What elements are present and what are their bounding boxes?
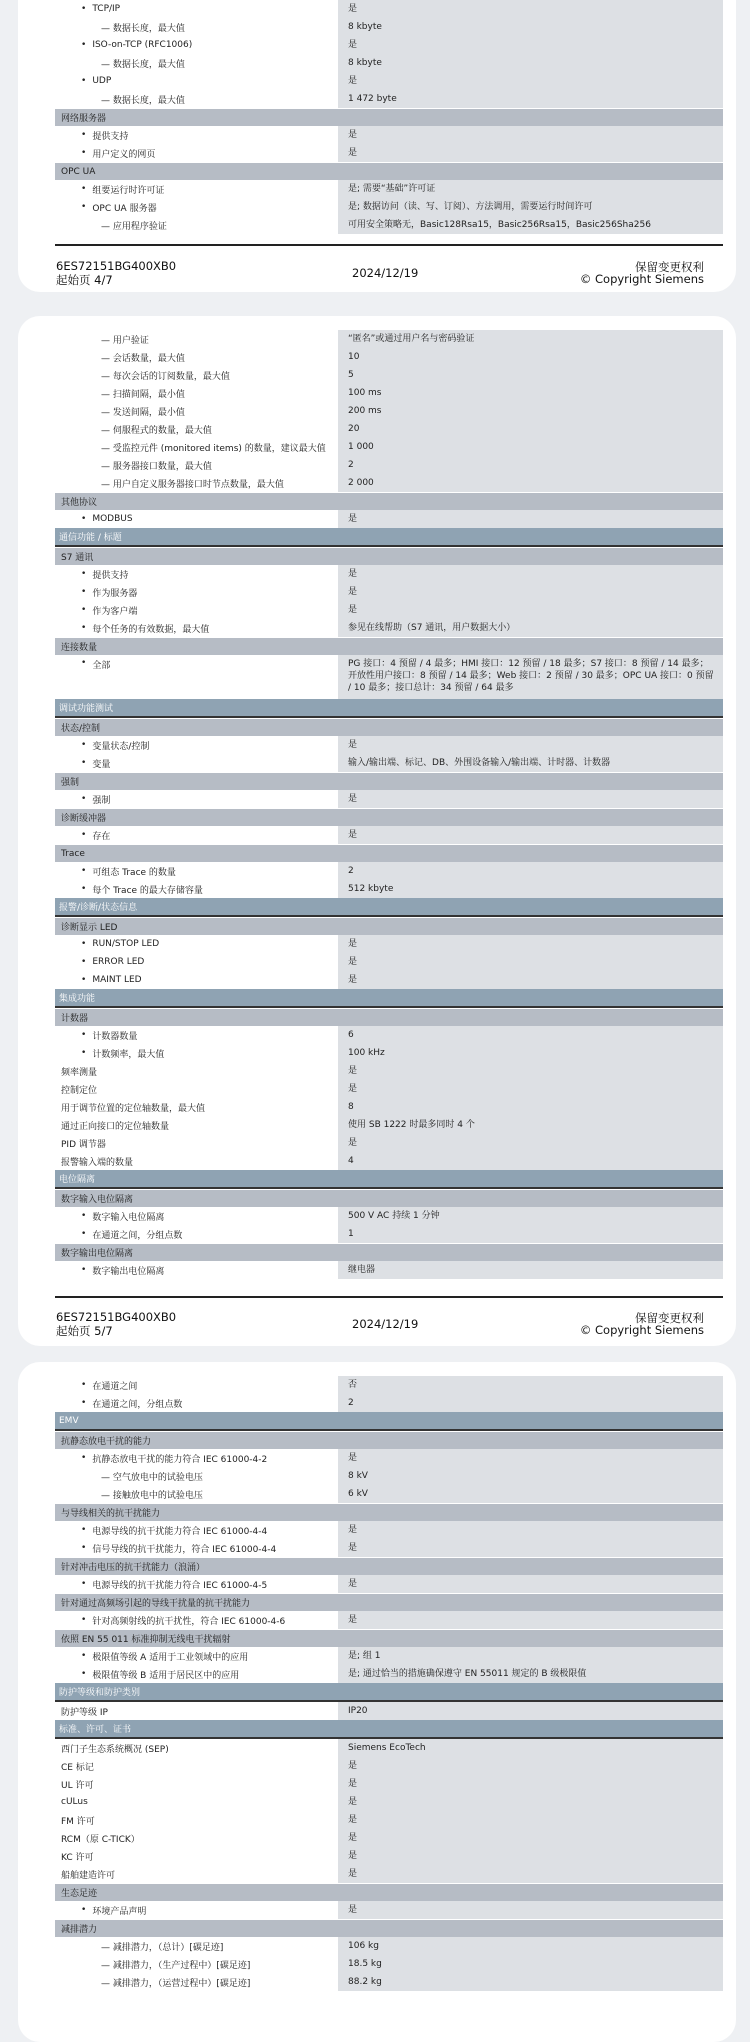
spec-row bbox=[55, 1847, 723, 1865]
spec-row bbox=[55, 565, 723, 583]
spec-row bbox=[55, 1865, 723, 1883]
spec-row bbox=[55, 862, 723, 880]
spec-row bbox=[55, 144, 723, 162]
subsection-header: 针对通过高频场引起的导线干扰量的抗干扰能力 bbox=[55, 1593, 723, 1611]
spec-label: — 用户验证 bbox=[101, 335, 149, 346]
spec-label: • 极限值等级 A 适用于工业领域中的应用 bbox=[55, 1647, 338, 1665]
section-header: 防护等级和防护类别 bbox=[55, 1683, 723, 1702]
spec-label: — 受监控元件 (monitored items) 的数量，建议最大值 bbox=[101, 443, 326, 454]
spec-row bbox=[55, 655, 723, 699]
spec-value: 是 bbox=[338, 1449, 723, 1467]
spec-value: PG 接口：4 预留 / 4 最多；HMI 接口：12 预留 / 18 最多；S7 接口：8 预留 / 14 最多；开放性用户接口：8 预留 / 14 最多；Web 接口：2 预留 / 30 最多；OPC UA 接口：0 预留 / 10 最多；接口总计：34 预留 / 64 最多 bbox=[338, 655, 723, 699]
spec-label: — 扫描间隔，最小值 bbox=[101, 389, 185, 400]
section-header: 通信功能 / 标题 bbox=[55, 528, 723, 547]
spec-row bbox=[55, 1793, 723, 1811]
spec-value: 是 bbox=[338, 953, 723, 971]
spec-row bbox=[55, 1829, 723, 1847]
spec-value: 是 bbox=[338, 1829, 723, 1847]
spec-value: 200 ms bbox=[338, 402, 723, 420]
spec-value: 2 bbox=[338, 862, 723, 880]
spec-label: — 发送间隔，最小值 bbox=[101, 407, 185, 418]
spec-value: 是 bbox=[338, 1521, 723, 1539]
spec-label: 频率测量 bbox=[61, 1067, 98, 1078]
spec-value: 1 472 byte bbox=[338, 90, 723, 108]
spec-label: • 提供支持 bbox=[55, 565, 338, 583]
subsection-header: 针对冲击电压的抗干扰能力（浪涌） bbox=[55, 1557, 723, 1575]
spec-value: 是 bbox=[338, 826, 723, 844]
spec-value: 8 kbyte bbox=[338, 54, 723, 72]
spec-value: 是 bbox=[338, 0, 723, 18]
spec-label: • 可组态 Trace 的数量 bbox=[55, 862, 338, 880]
spec-row bbox=[55, 1080, 723, 1098]
spec-row bbox=[55, 1261, 723, 1279]
spec-label: • 极限值等级 B 适用于居民区中的应用 bbox=[55, 1665, 338, 1683]
spec-label: • 计数器数量 bbox=[55, 1026, 338, 1044]
spec-row bbox=[55, 1098, 723, 1116]
spec-value: 可用安全策略无，Basic128Rsa15，Basic256Rsa15，Basic256Sha256 bbox=[338, 216, 723, 234]
spec-row bbox=[55, 619, 723, 637]
spec-value: 88.2 kg bbox=[338, 1973, 723, 1991]
spec-label: — 每次会话的订阅数量，最大值 bbox=[101, 371, 230, 382]
subsection-header: 减排潜力 bbox=[55, 1919, 723, 1937]
spec-row bbox=[55, 1665, 723, 1683]
spec-label: • 在通道之间，分组点数 bbox=[55, 1394, 338, 1412]
spec-value: 是 bbox=[338, 144, 723, 162]
spec-row bbox=[55, 1757, 723, 1775]
spec-value: 500 V AC 持续 1 分钟 bbox=[338, 1207, 723, 1225]
spec-row bbox=[55, 402, 723, 420]
section-header: 报警/诊断/状态信息 bbox=[55, 898, 723, 917]
spec-label: • 信号导线的抗干扰能力，符合 IEC 61000-4-4 bbox=[55, 1539, 338, 1557]
spec-value: 是 bbox=[338, 126, 723, 144]
spec-value: 继电器 bbox=[338, 1261, 723, 1279]
spec-value: 是 bbox=[338, 790, 723, 808]
subsection-header: S7 通讯 bbox=[55, 547, 723, 565]
footer-copyright: © Copyright Siemens bbox=[579, 272, 704, 286]
spec-value: 是 bbox=[338, 1901, 723, 1919]
spec-label: 控制定位 bbox=[61, 1085, 98, 1096]
spec-label: • 数字输出电位隔离 bbox=[55, 1261, 338, 1279]
spec-row bbox=[55, 384, 723, 402]
subsection-header: 数字输出电位隔离 bbox=[55, 1243, 723, 1261]
subsection-header: 计数器 bbox=[55, 1008, 723, 1026]
subsection-header: 生态足迹 bbox=[55, 1883, 723, 1901]
spec-row bbox=[55, 348, 723, 366]
spec-row bbox=[55, 880, 723, 898]
spec-row bbox=[55, 0, 723, 18]
spec-row bbox=[55, 1575, 723, 1593]
spec-value: 2 bbox=[338, 456, 723, 474]
spec-value: 8 kbyte bbox=[338, 18, 723, 36]
spec-value: 2 bbox=[338, 1394, 723, 1412]
spec-label: • ISO-on-TCP (RFC1006) bbox=[55, 36, 338, 54]
spec-label: • TCP/IP bbox=[55, 0, 338, 18]
spec-row bbox=[55, 1062, 723, 1080]
spec-value: 1 bbox=[338, 1225, 723, 1243]
spec-label: — 减排潜力，（运营过程中）[碳足迹] bbox=[101, 1978, 251, 1989]
spec-row bbox=[55, 935, 723, 953]
spec-value: 是 bbox=[338, 583, 723, 601]
spec-label: — 伺服程式的数量，最大值 bbox=[101, 425, 212, 436]
section-header: 电位隔离 bbox=[55, 1170, 723, 1189]
subsection-header: 数字输入电位隔离 bbox=[55, 1189, 723, 1207]
spec-value: 是 bbox=[338, 1757, 723, 1775]
spec-label: • 存在 bbox=[55, 826, 338, 844]
spec-label: FM 许可 bbox=[61, 1816, 95, 1827]
spec-row bbox=[55, 1901, 723, 1919]
spec-row bbox=[55, 1026, 723, 1044]
spec-label: • RUN/STOP LED bbox=[55, 935, 338, 953]
spec-value: 是 bbox=[338, 601, 723, 619]
spec-row bbox=[55, 1937, 723, 1955]
spec-row bbox=[55, 420, 723, 438]
spec-row bbox=[55, 198, 723, 216]
spec-row bbox=[55, 330, 723, 348]
subsection-header: 网络服务器 bbox=[55, 108, 723, 126]
spec-row bbox=[55, 1394, 723, 1412]
spec-table bbox=[55, 0, 723, 234]
spec-row bbox=[55, 1207, 723, 1225]
spec-label: • 变量 bbox=[55, 754, 338, 772]
spec-label: • MODBUS bbox=[55, 510, 338, 528]
spec-label: • UDP bbox=[55, 72, 338, 90]
spec-label: • 每个任务的有效数据，最大值 bbox=[55, 619, 338, 637]
spec-row bbox=[55, 1376, 723, 1394]
spec-label: • 每个 Trace 的最大存储容量 bbox=[55, 880, 338, 898]
spec-row bbox=[55, 1973, 723, 1991]
spec-label: • 全部 bbox=[55, 655, 338, 699]
spec-label: • 提供支持 bbox=[55, 126, 338, 144]
spec-value: 是; 通过恰当的措施确保遵守 EN 55011 规定的 B 级极限值 bbox=[338, 1665, 723, 1683]
spec-label: — 应用程序验证 bbox=[101, 221, 167, 232]
section-header: 调试功能测试 bbox=[55, 699, 723, 718]
spec-value: 100 kHz bbox=[338, 1044, 723, 1062]
subsection-header: 与导线相关的抗干扰能力 bbox=[55, 1503, 723, 1521]
spec-row bbox=[55, 1116, 723, 1134]
spec-label: — 减排潜力，（总计）[碳足迹] bbox=[101, 1942, 224, 1953]
spec-value: 是 bbox=[338, 1080, 723, 1098]
spec-label: • 用户定义的网页 bbox=[55, 144, 338, 162]
spec-value: 是 bbox=[338, 1811, 723, 1829]
spec-label: • 抗静态放电干扰的能力符合 IEC 61000-4-2 bbox=[55, 1449, 338, 1467]
subsection-header: 其他协议 bbox=[55, 492, 723, 510]
spec-value: 6 kV bbox=[338, 1485, 723, 1503]
spec-value: 是 bbox=[338, 72, 723, 90]
spec-value: 是 bbox=[338, 1575, 723, 1593]
spec-row bbox=[55, 36, 723, 54]
spec-label: — 用户自定义服务器接口时节点数量，最大值 bbox=[101, 479, 284, 490]
spec-label: — 空气放电中的试验电压 bbox=[101, 1472, 203, 1483]
spec-label: 通过正向接口的定位轴数量 bbox=[61, 1121, 170, 1132]
section-header: 标准、许可、证书 bbox=[55, 1720, 723, 1739]
spec-value: 5 bbox=[338, 366, 723, 384]
spec-label: 船舶建造许可 bbox=[61, 1870, 116, 1881]
spec-row bbox=[55, 1134, 723, 1152]
spec-label: • 电源导线的抗干扰能力符合 IEC 61000-4-4 bbox=[55, 1521, 338, 1539]
spec-row bbox=[55, 1539, 723, 1557]
footer-divider bbox=[55, 244, 723, 246]
spec-row bbox=[55, 180, 723, 198]
spec-value: 1 000 bbox=[338, 438, 723, 456]
spec-label: 西门子生态系统概况 (SEP) bbox=[61, 1744, 169, 1755]
datasheet-page-5 bbox=[18, 316, 736, 1346]
spec-label: — 数据长度，最大值 bbox=[101, 95, 185, 106]
spec-row bbox=[55, 366, 723, 384]
spec-label: • MAINT LED bbox=[55, 971, 338, 989]
spec-label: • 组要运行时许可证 bbox=[55, 180, 338, 198]
datasheet-page-6 bbox=[18, 1362, 736, 2042]
spec-row bbox=[55, 1647, 723, 1665]
spec-row bbox=[55, 826, 723, 844]
spec-label: • OPC UA 服务器 bbox=[55, 198, 338, 216]
spec-row bbox=[55, 1739, 723, 1757]
spec-row bbox=[55, 1775, 723, 1793]
subsection-header: OPC UA bbox=[55, 162, 723, 180]
datasheet-page-4 bbox=[18, 0, 736, 292]
footer-page-number: 起始页 5/7 bbox=[56, 1324, 113, 1338]
spec-row bbox=[55, 90, 723, 108]
spec-row bbox=[55, 971, 723, 989]
spec-label: • 在通道之间，分组点数 bbox=[55, 1225, 338, 1243]
spec-row bbox=[55, 54, 723, 72]
spec-row bbox=[55, 72, 723, 90]
spec-value: 是 bbox=[338, 1539, 723, 1557]
spec-value: 8 bbox=[338, 1098, 723, 1116]
spec-label: • 数字输入电位隔离 bbox=[55, 1207, 338, 1225]
footer-date: 2024/12/19 bbox=[352, 1317, 419, 1331]
spec-value: “匿名”或通过用户名与密码验证 bbox=[338, 330, 723, 348]
spec-row bbox=[55, 1811, 723, 1829]
spec-value: 是 bbox=[338, 935, 723, 953]
spec-row bbox=[55, 1152, 723, 1170]
spec-row bbox=[55, 790, 723, 808]
footer-order-code: 6ES72151BG400XB0 bbox=[56, 1310, 177, 1324]
spec-label: • 针对高频射线的抗干扰性，符合 IEC 61000-4-6 bbox=[55, 1611, 338, 1629]
spec-value: 18.5 kg bbox=[338, 1955, 723, 1973]
spec-row bbox=[55, 510, 723, 528]
footer-page-number: 起始页 4/7 bbox=[56, 273, 113, 287]
spec-label: PID 调节器 bbox=[61, 1139, 106, 1150]
spec-table bbox=[55, 1376, 723, 1991]
spec-row bbox=[55, 601, 723, 619]
spec-value: 8 kV bbox=[338, 1467, 723, 1485]
spec-value: 是 bbox=[338, 1611, 723, 1629]
spec-label: • 强制 bbox=[55, 790, 338, 808]
spec-row bbox=[55, 216, 723, 234]
spec-label: • 作为服务器 bbox=[55, 583, 338, 601]
subsection-header: 连接数量 bbox=[55, 637, 723, 655]
subsection-header: 诊断缓冲器 bbox=[55, 808, 723, 826]
subsection-header: 诊断显示 LED bbox=[55, 917, 723, 935]
spec-value: 否 bbox=[338, 1376, 723, 1394]
spec-row bbox=[55, 583, 723, 601]
spec-row bbox=[55, 126, 723, 144]
spec-label: • 电源导线的抗干扰能力符合 IEC 61000-4-5 bbox=[55, 1575, 338, 1593]
spec-label: • 变量状态/控制 bbox=[55, 736, 338, 754]
spec-value: 是 bbox=[338, 510, 723, 528]
spec-value: 20 bbox=[338, 420, 723, 438]
spec-value: 是 bbox=[338, 36, 723, 54]
spec-value: 是 bbox=[338, 1865, 723, 1883]
spec-label: UL 许可 bbox=[61, 1780, 94, 1791]
spec-row bbox=[55, 1485, 723, 1503]
spec-value: 是; 组 1 bbox=[338, 1647, 723, 1665]
spec-value: 106 kg bbox=[338, 1937, 723, 1955]
spec-label: cULus bbox=[61, 1797, 88, 1807]
spec-value: 是 bbox=[338, 1775, 723, 1793]
spec-label: — 数据长度，最大值 bbox=[101, 23, 185, 34]
spec-row bbox=[55, 1044, 723, 1062]
spec-row bbox=[55, 754, 723, 772]
spec-value: 是 bbox=[338, 1062, 723, 1080]
spec-value: 是 bbox=[338, 1793, 723, 1811]
spec-label: 报警输入端的数量 bbox=[61, 1157, 134, 1168]
spec-label: • 计数频率，最大值 bbox=[55, 1044, 338, 1062]
footer-order-code: 6ES72151BG400XB0 bbox=[56, 259, 177, 273]
spec-row bbox=[55, 736, 723, 754]
spec-label: — 减排潜力，（生产过程中）[碳足迹] bbox=[101, 1960, 251, 1971]
spec-label: 防护等级 IP bbox=[61, 1707, 108, 1718]
spec-value: 是 bbox=[338, 565, 723, 583]
footer-rights: 保留变更权利 bbox=[635, 1311, 704, 1325]
spec-value: 是 bbox=[338, 736, 723, 754]
spec-value: IP20 bbox=[338, 1702, 723, 1720]
spec-row bbox=[55, 474, 723, 492]
spec-row bbox=[55, 1955, 723, 1973]
footer-divider bbox=[55, 1296, 723, 1298]
spec-row bbox=[55, 1467, 723, 1485]
section-header: EMV bbox=[55, 1412, 723, 1431]
spec-label: • 环境产品声明 bbox=[55, 1901, 338, 1919]
spec-label: • ERROR LED bbox=[55, 953, 338, 971]
spec-row bbox=[55, 18, 723, 36]
spec-label: 用于调节位置的定位轴数量，最大值 bbox=[61, 1103, 206, 1114]
spec-label: — 服务器接口数量，最大值 bbox=[101, 461, 212, 472]
subsection-header: 抗静态放电干扰的能力 bbox=[55, 1431, 723, 1449]
spec-value: 是; 数据访问（读、写、订阅）、方法调用，需要运行时间许可 bbox=[338, 198, 723, 216]
subsection-header: 依照 EN 55 011 标准抑制无线电干扰辐射 bbox=[55, 1629, 723, 1647]
spec-value: 是 bbox=[338, 1134, 723, 1152]
spec-value: 是 bbox=[338, 971, 723, 989]
spec-value: 100 ms bbox=[338, 384, 723, 402]
spec-label: RCM（原 C-TICK） bbox=[61, 1834, 140, 1845]
spec-row bbox=[55, 1521, 723, 1539]
spec-value: 512 kbyte bbox=[338, 880, 723, 898]
footer-copyright: © Copyright Siemens bbox=[579, 1323, 704, 1337]
spec-value: 使用 SB 1222 时最多同时 4 个 bbox=[338, 1116, 723, 1134]
spec-label: — 数据长度，最大值 bbox=[101, 59, 185, 70]
spec-row bbox=[55, 1225, 723, 1243]
spec-row bbox=[55, 438, 723, 456]
spec-label: • 在通道之间 bbox=[55, 1376, 338, 1394]
footer-rights: 保留变更权利 bbox=[635, 260, 704, 274]
subsection-header: 状态/控制 bbox=[55, 718, 723, 736]
section-header: 集成功能 bbox=[55, 989, 723, 1008]
subsection-header: 强制 bbox=[55, 772, 723, 790]
spec-value: 6 bbox=[338, 1026, 723, 1044]
spec-value: 10 bbox=[338, 348, 723, 366]
spec-value: 2 000 bbox=[338, 474, 723, 492]
spec-value: 4 bbox=[338, 1152, 723, 1170]
spec-table bbox=[55, 330, 723, 1279]
spec-value: Siemens EcoTech bbox=[338, 1739, 723, 1757]
spec-label: KC 许可 bbox=[61, 1852, 94, 1863]
spec-row bbox=[55, 1449, 723, 1467]
spec-label: — 会话数量，最大值 bbox=[101, 353, 185, 364]
footer-date: 2024/12/19 bbox=[352, 266, 419, 280]
spec-label: CE 标记 bbox=[61, 1762, 94, 1773]
spec-value: 输入/输出端、标记、DB、外围设备输入/输出端、计时器、计数器 bbox=[338, 754, 723, 772]
spec-value: 参见在线帮助（S7 通讯，用户数据大小） bbox=[338, 619, 723, 637]
spec-label: • 作为客户端 bbox=[55, 601, 338, 619]
spec-row bbox=[55, 1702, 723, 1720]
spec-row bbox=[55, 456, 723, 474]
spec-row bbox=[55, 1611, 723, 1629]
spec-label: — 接触放电中的试验电压 bbox=[101, 1490, 203, 1501]
spec-value: 是; 需要“基础”许可证 bbox=[338, 180, 723, 198]
spec-row bbox=[55, 953, 723, 971]
spec-value: 是 bbox=[338, 1847, 723, 1865]
subsection-header: Trace bbox=[55, 844, 723, 862]
